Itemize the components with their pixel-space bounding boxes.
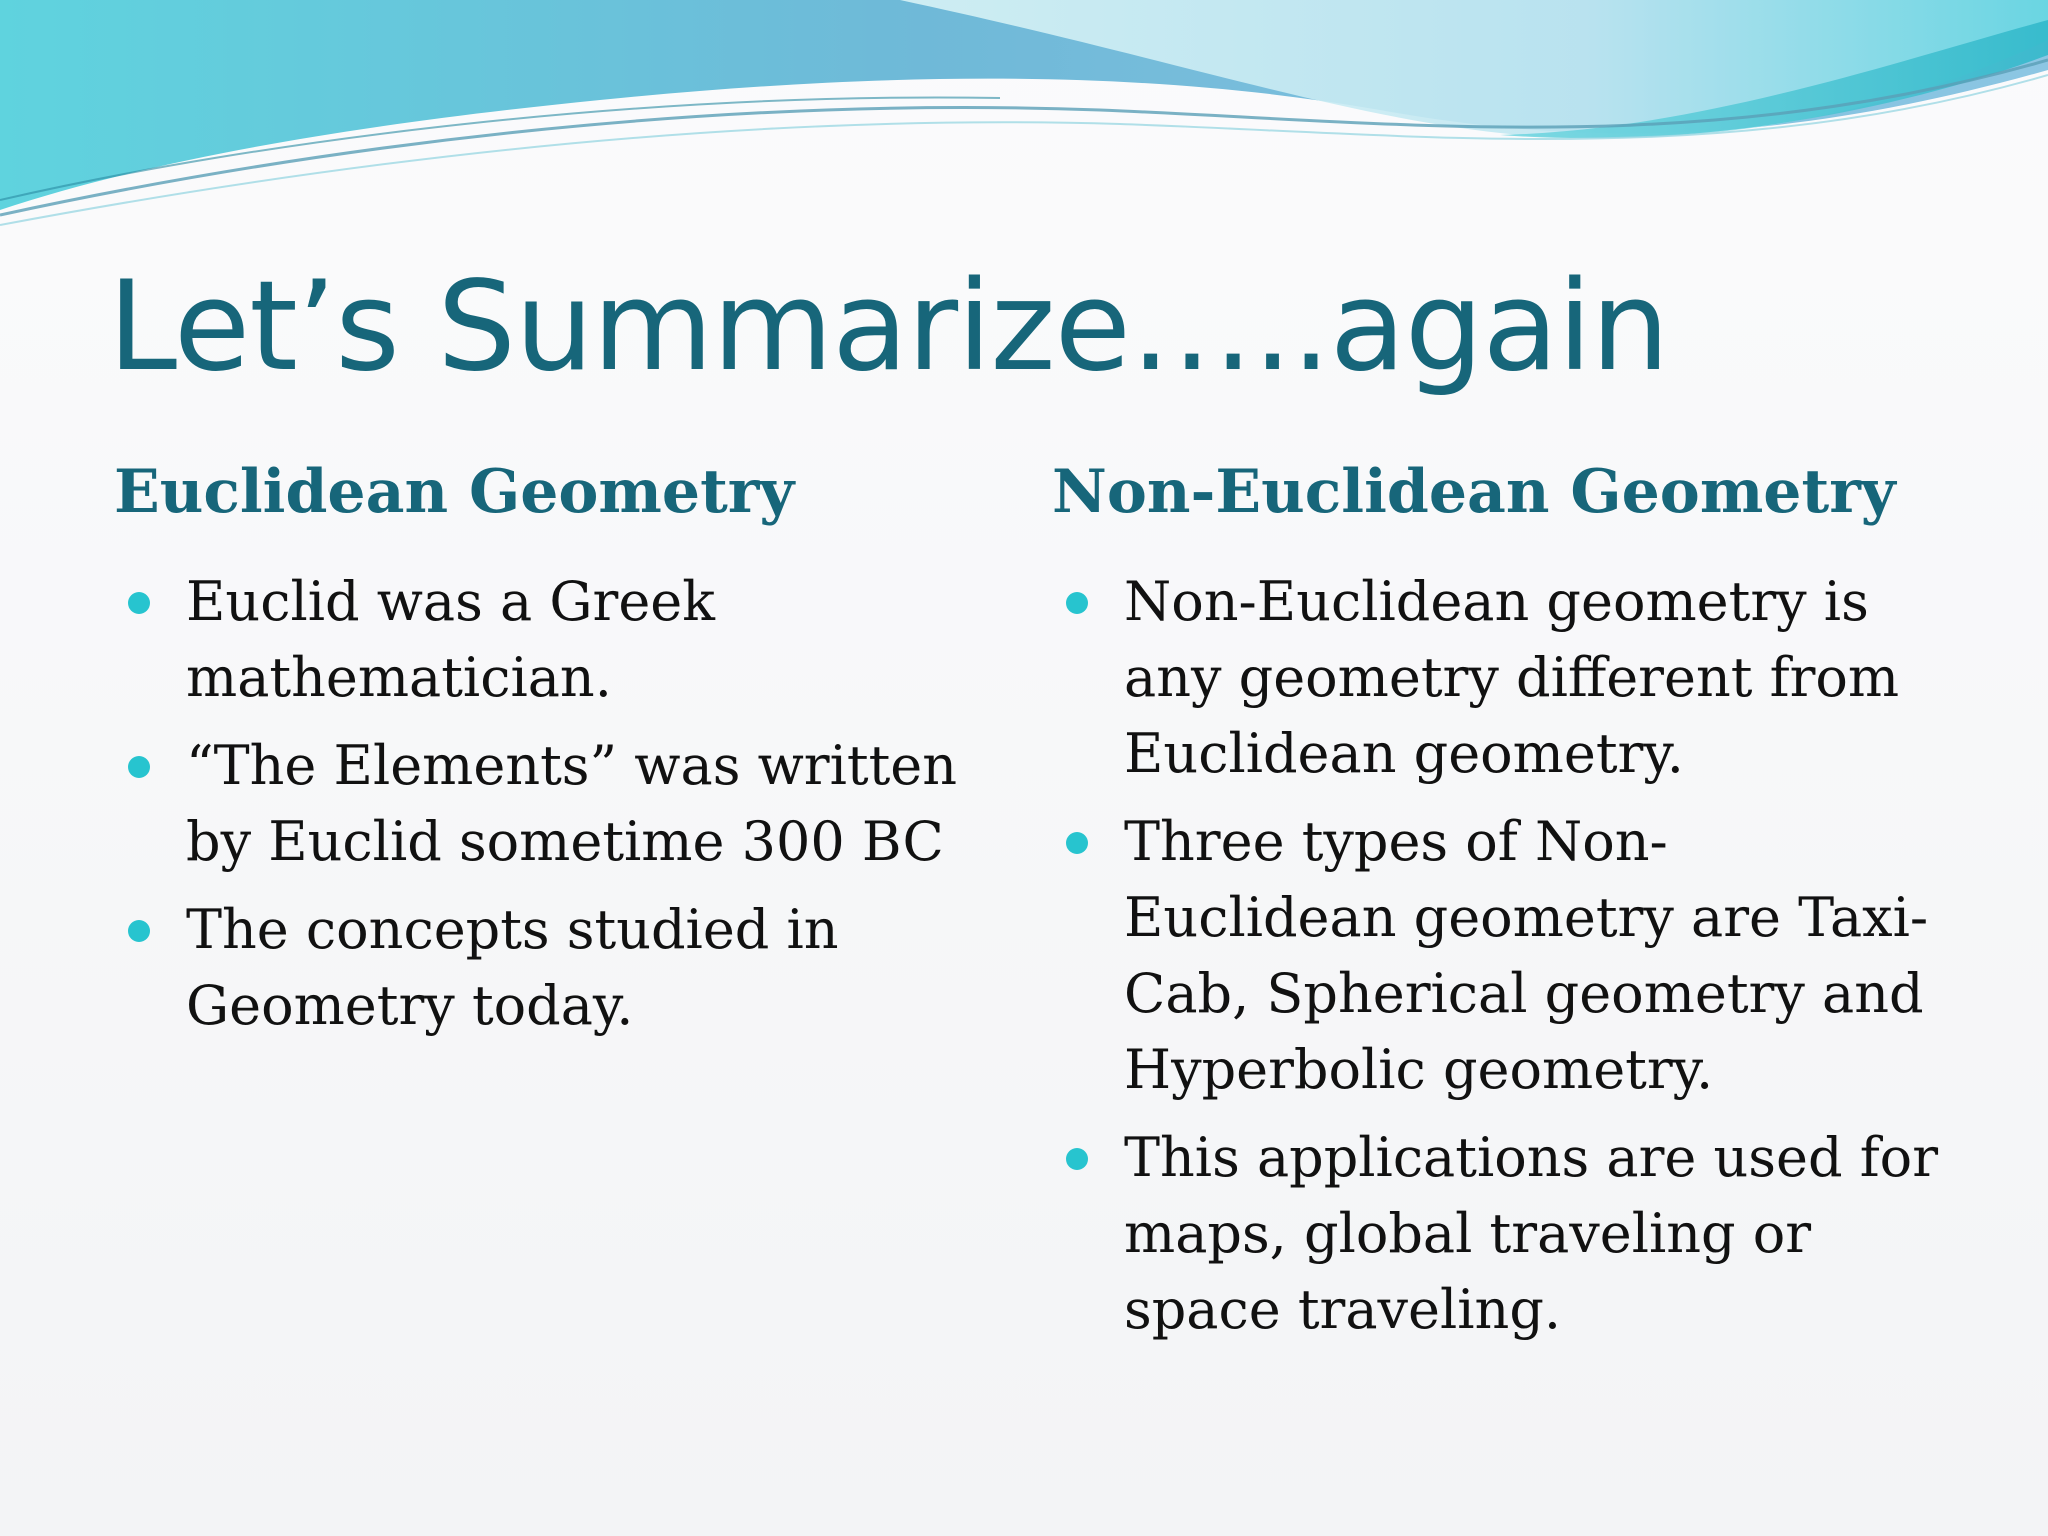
bullet-dot-icon: [128, 920, 150, 942]
bullet-item: [122, 564, 962, 716]
slide-title: Let’s Summarize…..again: [108, 255, 1669, 399]
bullet-item: [122, 892, 962, 1044]
bullet-item: [1060, 564, 1940, 792]
header-wave-decoration: [0, 0, 2048, 240]
non-euclidean-bullet-list: [1060, 564, 1940, 1360]
bullet-dot-icon: [1066, 832, 1088, 854]
bullet-text: “The Elements” was written by Euclid sometime 300 BC: [186, 734, 958, 873]
non-euclidean-heading: Non-Euclidean Geometry: [1052, 457, 1896, 527]
bullet-text: The concepts studied in Geometry today.: [186, 898, 839, 1037]
bullet-item: [1060, 1120, 1940, 1348]
bullet-dot-icon: [128, 592, 150, 614]
bullet-dot-icon: [1066, 1148, 1088, 1170]
bullet-text: Non-Euclidean geometry is any geometry different from Euclidean geometry.: [1124, 570, 1900, 785]
bullet-item: [1060, 804, 1940, 1108]
bullet-item: [122, 728, 962, 880]
bullet-dot-icon: [128, 756, 150, 778]
bullet-text: This applications are used for maps, global traveling or space traveling.: [1124, 1126, 1939, 1341]
bullet-text: Three types of Non-Euclidean geometry are Taxi-Cab, Spherical geometry and Hyperbolic geometry.: [1124, 810, 1929, 1101]
euclidean-heading: Euclidean Geometry: [114, 457, 795, 527]
bullet-text: Euclid was a Greek mathematician.: [186, 570, 715, 709]
bullet-dot-icon: [1066, 592, 1088, 614]
euclidean-bullet-list: [122, 564, 962, 1056]
